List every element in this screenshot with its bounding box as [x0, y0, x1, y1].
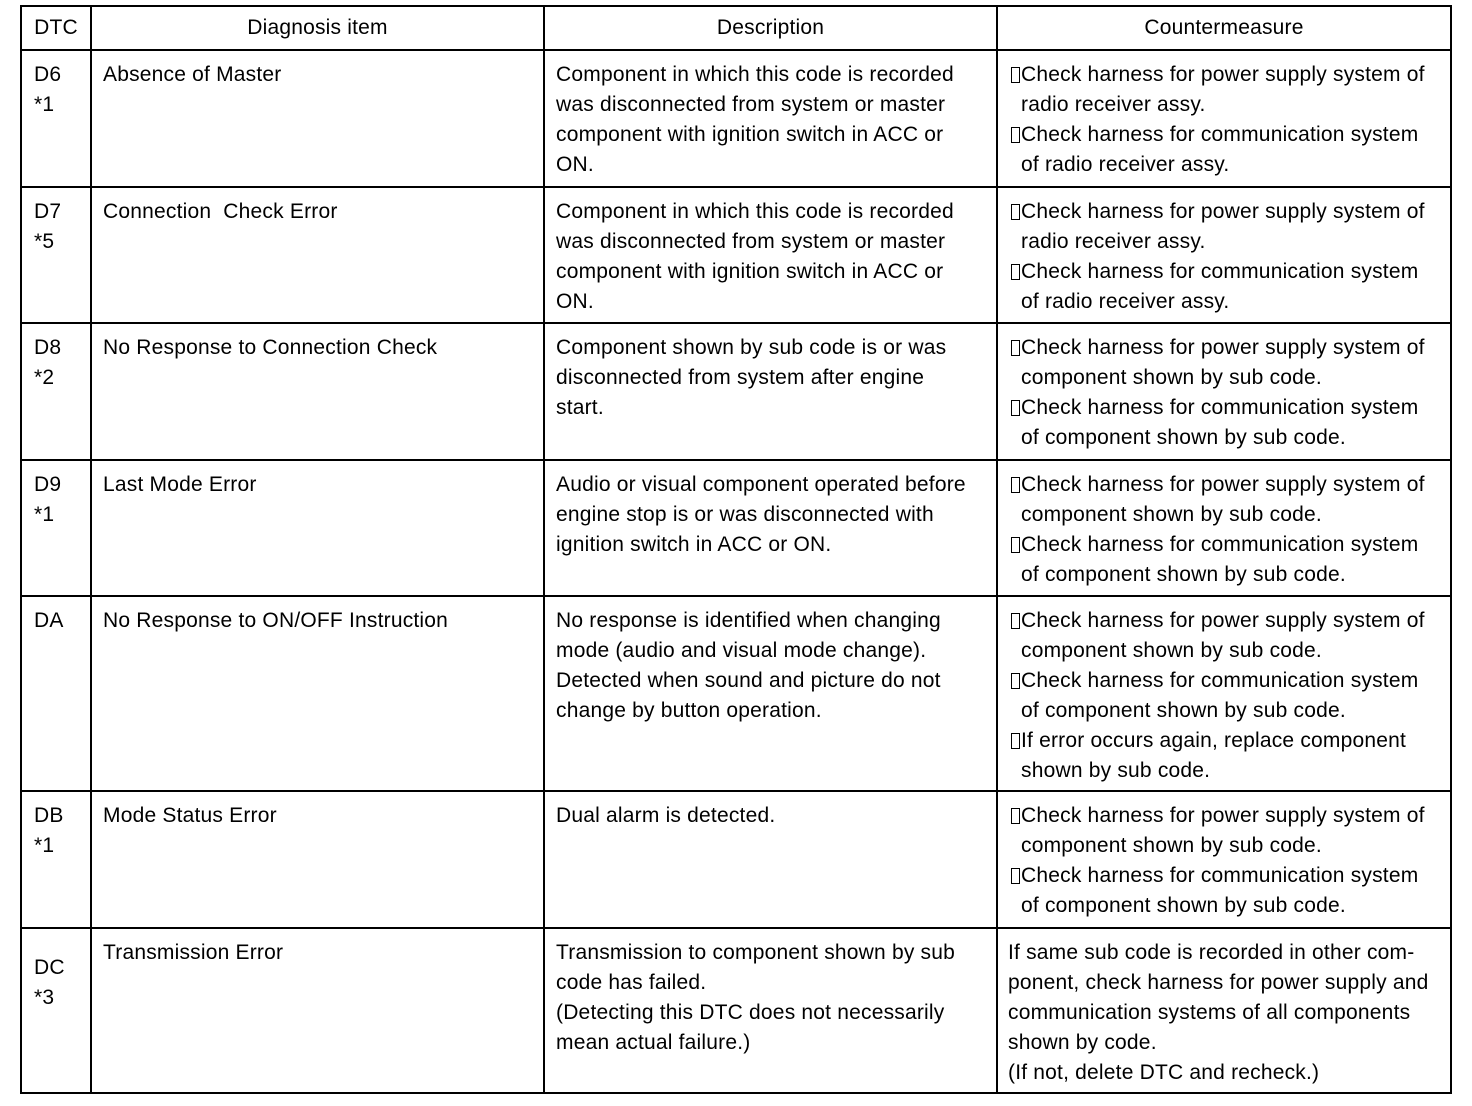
description-cell — [544, 460, 997, 596]
countermeasure-cell — [997, 323, 1451, 460]
bullet-box-icon — [1011, 808, 1020, 824]
header-dtc: DTC — [21, 6, 91, 50]
countermeasure-cell — [997, 791, 1451, 928]
bullet-box-icon — [1011, 868, 1020, 884]
diagnosis-item: Connection Check Error — [103, 200, 338, 223]
dtc-cell — [21, 50, 91, 187]
countermeasure-item — [998, 257, 1450, 317]
description-text: Dual alarm is detected. — [556, 804, 776, 827]
diagnosis-item: No Response to Connection Check — [103, 336, 438, 359]
description-cell — [544, 50, 997, 187]
table-row — [21, 187, 1451, 323]
table-row — [21, 460, 1451, 596]
description-cell — [544, 928, 997, 1093]
countermeasure-text: Check harness for power supply system of radio receiver assy. — [1021, 200, 1425, 253]
header-description: Description — [544, 6, 997, 50]
diagnosis-item: Last Mode Error — [103, 473, 257, 496]
countermeasure-text: Check harness for power supply system of component shown by sub code. — [1021, 804, 1425, 857]
bullet-box-icon — [1011, 127, 1020, 143]
dtc-code: DC — [34, 956, 65, 979]
description-text: Component shown by sub code is or was disconnected from system after engine start. — [556, 336, 947, 419]
description-cell — [544, 596, 997, 791]
bullet-box-icon — [1011, 613, 1020, 629]
countermeasure-item — [998, 120, 1450, 180]
bullet-box-icon — [1011, 477, 1020, 493]
countermeasure-item — [998, 470, 1450, 530]
dtc-cell — [21, 460, 91, 596]
diagnosis-item-cell — [91, 928, 544, 1093]
header-diagnosis-item: Diagnosis item — [91, 6, 544, 50]
countermeasure-cell — [997, 928, 1451, 1093]
dtc-table — [20, 5, 1452, 1094]
countermeasure-item — [998, 530, 1450, 590]
countermeasure-text: Check harness for communication system of component shown by sub code. — [1021, 669, 1419, 722]
description-text: Component in which this code is recorded was disconnected from system or master component with ignition switch in ACC or ON. — [556, 200, 954, 313]
diagnosis-item-cell — [91, 596, 544, 791]
countermeasure-item — [998, 666, 1450, 726]
countermeasure-text: If same sub code is recorded in other com- ponent, check harness for power supply and communication systems of all components shown by code. (If not, delete DTC and recheck.) — [1008, 941, 1429, 1084]
countermeasure-text: If error occurs again, replace component shown by sub code. — [1021, 729, 1407, 782]
diagnosis-item-cell — [91, 460, 544, 596]
dtc-note: *1 — [34, 834, 55, 857]
diagnosis-item: Mode Status Error — [103, 804, 277, 827]
bullet-box-icon — [1011, 537, 1020, 553]
countermeasure-cell — [997, 596, 1451, 791]
dtc-cell — [21, 791, 91, 928]
countermeasure-cell — [997, 187, 1451, 323]
dtc-code: D9 — [34, 473, 62, 496]
table-row — [21, 323, 1451, 460]
table-row — [21, 928, 1451, 1093]
countermeasure-item — [998, 606, 1450, 666]
bullet-box-icon — [1011, 733, 1020, 749]
bullet-box-icon — [1011, 204, 1020, 220]
description-text: Audio or visual component operated before engine stop is or was disconnected with ignition switch in ACC or ON. — [556, 473, 966, 556]
bullet-box-icon — [1011, 67, 1020, 83]
countermeasure-item — [998, 393, 1450, 453]
countermeasure-text: Check harness for communication system of component shown by sub code. — [1021, 533, 1419, 586]
description-cell — [544, 791, 997, 928]
dtc-note: *5 — [34, 230, 55, 253]
dtc-code: D7 — [34, 200, 62, 223]
header-row — [21, 6, 1451, 50]
diagnosis-item: No Response to ON/OFF Instruction — [103, 609, 449, 632]
countermeasure-item — [998, 801, 1450, 861]
countermeasure-text: Check harness for communication system of component shown by sub code. — [1021, 864, 1419, 917]
diagnosis-item-cell — [91, 323, 544, 460]
countermeasure-item — [998, 726, 1450, 786]
countermeasure-text: Check harness for communication system of component shown by sub code. — [1021, 396, 1419, 449]
countermeasure-text: Check harness for power supply system of component shown by sub code. — [1021, 609, 1425, 662]
dtc-code: DA — [34, 609, 64, 632]
dtc-cell — [21, 323, 91, 460]
dtc-note: *3 — [34, 986, 55, 1009]
header-countermeasure: Countermeasure — [997, 6, 1451, 50]
countermeasure-text: Check harness for communication system of radio receiver assy. — [1021, 260, 1419, 313]
diagnosis-item-cell — [91, 187, 544, 323]
countermeasure-text: Check harness for power supply system of component shown by sub code. — [1021, 473, 1425, 526]
table-row — [21, 791, 1451, 928]
diagnosis-item: Absence of Master — [103, 63, 282, 86]
description-cell — [544, 187, 997, 323]
countermeasure-item — [998, 197, 1450, 257]
countermeasure-text: Check harness for power supply system of radio receiver assy. — [1021, 63, 1425, 116]
bullet-box-icon — [1011, 264, 1020, 280]
countermeasure-item — [998, 333, 1450, 393]
dtc-code: D8 — [34, 336, 62, 359]
dtc-note: *2 — [34, 366, 55, 389]
dtc-cell — [21, 928, 91, 1093]
dtc-code: DB — [34, 804, 64, 827]
countermeasure-cell — [997, 460, 1451, 596]
countermeasure-cell — [997, 50, 1451, 187]
dtc-cell — [21, 187, 91, 323]
description-text: Component in which this code is recorded was disconnected from system or master component with ignition switch in ACC or ON. — [556, 63, 954, 176]
countermeasure-text: Check harness for communication system of radio receiver assy. — [1021, 123, 1419, 176]
diagnosis-item-cell — [91, 50, 544, 187]
description-text: Transmission to component shown by sub code has failed. (Detecting this DTC does not necessarily mean actual failure.) — [556, 941, 956, 1054]
countermeasure-item — [998, 60, 1450, 120]
bullet-box-icon — [1011, 673, 1020, 689]
bullet-box-icon — [1011, 340, 1020, 356]
description-text: No response is identified when changing mode (audio and visual mode change). Detected when sound and picture do not change by button operation. — [556, 609, 941, 722]
countermeasure-text: Check harness for power supply system of component shown by sub code. — [1021, 336, 1425, 389]
table-row — [21, 596, 1451, 791]
bullet-box-icon — [1011, 400, 1020, 416]
dtc-note: *1 — [34, 93, 55, 116]
diagnosis-item-cell — [91, 791, 544, 928]
description-cell — [544, 323, 997, 460]
table-row — [21, 50, 1451, 187]
diagnosis-item: Transmission Error — [103, 941, 284, 964]
dtc-code: D6 — [34, 63, 62, 86]
dtc-cell — [21, 596, 91, 791]
dtc-note: *1 — [34, 503, 55, 526]
countermeasure-item — [998, 861, 1450, 921]
